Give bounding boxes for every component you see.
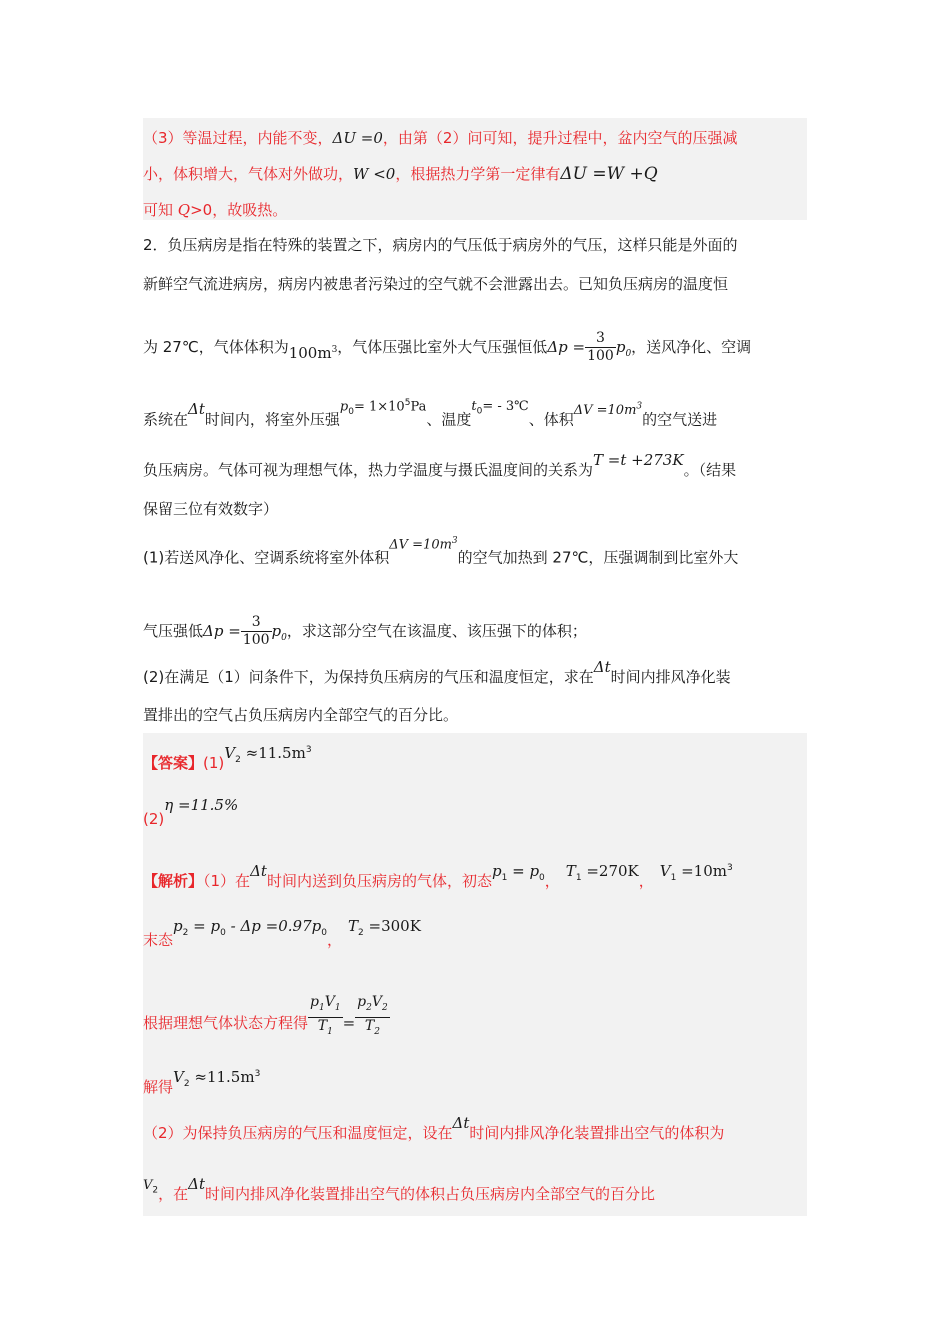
text: >0，故吸热。 bbox=[190, 201, 288, 219]
text: 时间内，将室外压强 bbox=[204, 410, 340, 429]
text: 解得 bbox=[143, 1078, 174, 1096]
p0-letter: p bbox=[271, 622, 282, 640]
text: 小，体积增大，气体对外做功， bbox=[143, 165, 354, 183]
room-volume: $100m^3$ bbox=[288, 344, 338, 362]
problem-line-3 bbox=[143, 330, 751, 366]
question-1-line-2 bbox=[143, 614, 587, 650]
problem-line-2: 新鲜空气流进病房，病房内被患者污染过的空气就不会泄露出去。已知负压病房的温度恒 bbox=[143, 275, 729, 293]
text: ，在 bbox=[158, 1185, 189, 1203]
eq-temperature-relation: T =t +273K bbox=[593, 451, 684, 469]
equals-sign: = bbox=[342, 1013, 356, 1032]
delta-v-value: ΔV =10m bbox=[389, 537, 452, 553]
eq-t1: $T_1 =270K$ bbox=[565, 862, 639, 883]
text: ，送风净化、空调 bbox=[631, 338, 752, 356]
text: 、体积 bbox=[528, 410, 574, 429]
t2-value: =300K bbox=[368, 917, 421, 935]
text: 根据理想气体状态方程得 bbox=[143, 1013, 309, 1032]
text: 为 27℃，气体体积为 bbox=[143, 338, 289, 356]
fraction-p2v2-t2: $\frac{p_2V_2}{T_2}$ bbox=[357, 994, 388, 1037]
text: （2）为保持负压病房的气压和温度恒定，设在 bbox=[143, 1124, 453, 1142]
problem-line-6: 保留三位有效数字） bbox=[143, 500, 279, 518]
text: 气压强低 bbox=[143, 622, 204, 640]
eq-delta-u: ΔU =0 bbox=[332, 129, 383, 147]
eq-initial-state: $p_1 = p_0$ bbox=[491, 862, 545, 883]
delta-t: Δt bbox=[188, 1175, 206, 1193]
eq-outside-pressure: $p_0= 1\times 10^5Pa$ bbox=[339, 398, 427, 417]
v2-value: ≈11.5m bbox=[245, 744, 306, 762]
problem-line-1: 2．负压病房是指在特殊的装置之下，病房内的气压低于病房外的气压，这样只能是外面的 bbox=[143, 236, 738, 254]
p2-eq2: - Δp =0.97p bbox=[230, 917, 322, 935]
text: 系统在 bbox=[143, 410, 189, 429]
q-symbol: Q bbox=[177, 201, 191, 219]
solution-label: 【解析】 bbox=[143, 872, 204, 890]
frac-den: 100 bbox=[587, 348, 614, 364]
p0-symbol: $p_0$ bbox=[615, 338, 632, 359]
question-2-line-1 bbox=[143, 658, 731, 689]
part3-line-1 bbox=[143, 126, 737, 150]
delta-t: Δt bbox=[250, 862, 267, 880]
text: 时间内排风净化装置排出空气的体积占负压病房内全部空气的百分比 bbox=[205, 1185, 656, 1203]
text: 的空气加热到 27℃，压强调制到比室外大 bbox=[457, 548, 739, 567]
eq-delta-v: $\Delta V =10m^3$ bbox=[573, 402, 643, 419]
p0-letter: p bbox=[615, 338, 626, 356]
eq-delta-v: $\Delta V =10m^3$ bbox=[389, 536, 458, 553]
part3-line-2 bbox=[143, 162, 658, 186]
text: ，气体压强比室外大气压强恒低 bbox=[337, 338, 548, 356]
question-1-line-1 bbox=[143, 536, 739, 571]
answer-line-1 bbox=[143, 744, 312, 782]
eq-delta-p: Δp = bbox=[547, 338, 586, 356]
eq-outside-temp: $t_0=$ - 3℃ bbox=[471, 399, 529, 417]
solution-line-4 bbox=[143, 1068, 261, 1106]
eq-first-law: ΔU =W +Q bbox=[560, 164, 658, 184]
pressure-exponent: 5 bbox=[404, 398, 411, 408]
part3-line-3 bbox=[143, 198, 287, 222]
frac-den: 100 bbox=[242, 632, 270, 648]
question-2-line-2: 置排出的空气占负压病房内全部空气的百分比。 bbox=[143, 706, 459, 724]
text: 时间内送到负压病房的气体，初态 bbox=[266, 872, 492, 890]
solution-line-2: 末态$p_2 = p_0 - \Delta p =0.97p_0$，$T_2 =300K$ bbox=[143, 928, 421, 959]
text: (1) bbox=[203, 754, 225, 772]
solution-line-5 bbox=[143, 1114, 725, 1145]
text: 负压病房。气体可视为理想气体，热力学温度与摄氏温度间的关系为 bbox=[143, 461, 594, 479]
fraction-3-100 bbox=[585, 330, 616, 365]
problem-line-4 bbox=[143, 398, 718, 438]
solution-line-1: 【解析】（1）在Δt时间内送到负压病房的气体，初态$p_1 = p_0$，$T_1 =270K$，$V_1 =10m^3$ bbox=[143, 866, 733, 900]
room-volume-value: 100m bbox=[288, 344, 332, 362]
eq-delta-p: Δp = bbox=[203, 622, 241, 640]
text: 末态 bbox=[143, 931, 174, 949]
answer-label: 【答案】 bbox=[143, 754, 204, 772]
fraction-3-100 bbox=[241, 614, 272, 649]
fraction-p1v1-t1: $\frac{p_1V_1}{T_1}$ bbox=[310, 994, 341, 1037]
eq-t2: $T_2 =300K$ bbox=[347, 917, 421, 938]
solution-line-6 bbox=[143, 1175, 656, 1213]
delta-t: Δt bbox=[452, 1114, 470, 1132]
delta-v-value: ΔV =10m bbox=[573, 403, 637, 419]
text: (2)在满足（1）问条件下，为保持负压病房的气压和温度恒定，求在 bbox=[143, 668, 594, 686]
v2-value: ≈11.5m bbox=[194, 1068, 255, 1086]
text: ，求这部分空气在该温度、该压强下的体积； bbox=[286, 622, 587, 640]
text: (1)若送风净化、空调系统将室外体积 bbox=[143, 548, 390, 567]
text: 、温度 bbox=[426, 410, 472, 429]
delta-t: Δt bbox=[593, 658, 611, 676]
text: 。（结果 bbox=[683, 461, 737, 479]
eq-w: W <0 bbox=[353, 165, 396, 183]
solution-line-3 bbox=[143, 994, 390, 1047]
text: ，由第（2）问可知，提升过程中，盆内空气的压强减 bbox=[382, 129, 738, 147]
text: (2) bbox=[143, 810, 165, 828]
t1-value: =270K bbox=[586, 862, 639, 880]
text: 时间内排风净化装 bbox=[610, 668, 731, 686]
eq-eta-answer: η =11.5% bbox=[164, 796, 239, 814]
text: 时间内排风净化装置排出空气的体积为 bbox=[469, 1124, 725, 1142]
eq-final-state: $p_2 = p_0 - \Delta p =0.97p_0$ bbox=[173, 917, 327, 938]
frac-num: 3 bbox=[241, 614, 272, 632]
pressure-unit: Pa bbox=[410, 399, 427, 415]
text: （3）等温过程，内能不变， bbox=[143, 129, 333, 147]
pressure-value: = 1×10 bbox=[353, 399, 405, 415]
frac-num: 3 bbox=[585, 330, 616, 348]
eq-v1: $V_1 =10m^3$ bbox=[659, 862, 733, 883]
eq-v2-result: $V_2 \approx 11.5m^3$ bbox=[173, 1068, 261, 1089]
text: ，根据热力学第一定律有 bbox=[395, 165, 561, 183]
v1-value: =10m bbox=[681, 862, 727, 880]
text: （1）在 bbox=[203, 872, 251, 890]
p0-symbol: $p_0$ bbox=[271, 622, 287, 643]
p2-eq: = p bbox=[193, 917, 221, 935]
text: 可知 bbox=[143, 201, 178, 219]
problem-line-5 bbox=[143, 451, 737, 482]
eq-v2-answer: $V_2 \approx 11.5m^3$ bbox=[224, 744, 312, 765]
v2-symbol: $V_2$ bbox=[143, 1178, 159, 1196]
delta-t: Δt bbox=[188, 400, 205, 419]
p1-eq: = bbox=[512, 862, 525, 880]
text: 的空气送进 bbox=[642, 410, 718, 429]
answer-line-2 bbox=[143, 796, 239, 831]
temp-value: = - 3℃ bbox=[482, 399, 529, 415]
